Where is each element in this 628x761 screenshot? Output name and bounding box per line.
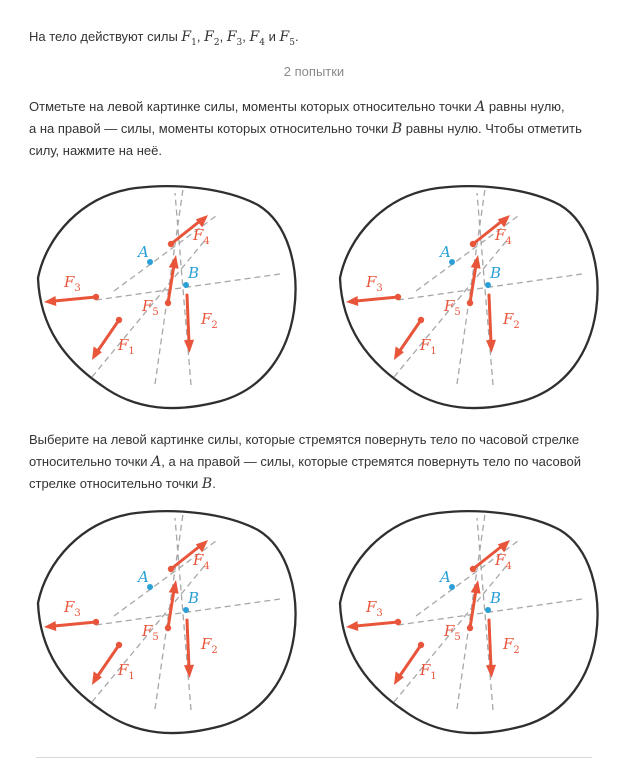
force-f1-label: $F_1$	[420, 661, 437, 682]
task1-instructions: Отметьте на левой картинке силы, моменты которых относительно точки A равны нулю, а на правой — силы, моменты которых относительно точки B равны нулю. Чтобы отметить силу, нажмите на неё.	[29, 99, 582, 158]
point-b-symbol: B	[391, 121, 403, 137]
intro-text: На тело действуют силы $F_1$, $F_2$, $F_3$, $F_4$ и $F_5$.	[29, 29, 299, 48]
force-symbol-f3: $F_3$	[226, 29, 243, 48]
force-f4-label: $F_4$	[495, 551, 512, 572]
intro-label: На тело действуют силы	[29, 29, 178, 44]
body-outline	[38, 186, 296, 408]
force-symbol-f5: $F_5$	[279, 29, 295, 48]
body-outline	[38, 511, 296, 733]
force-f3-label: $F_3$	[64, 273, 81, 294]
force-symbol-f1: $F_1$	[181, 29, 197, 48]
force-f1-origin	[116, 642, 122, 648]
task2-instructions: Выберите на левой картинке силы, которые стремятся повернуть тело по часовой стрелке относительно точки A, а на правой — силы, которые стремятся повернуть тело по часовой стрелке относительно точки B.	[29, 432, 582, 492]
force-f1-origin	[418, 642, 424, 648]
force-f5-origin	[467, 625, 473, 631]
force-f2-shaft	[489, 620, 491, 668]
point-b-label: B	[490, 264, 502, 282]
force-f1-label: $F_1$	[420, 336, 437, 357]
rigid-body-diagram	[328, 508, 598, 740]
point-b-label: B	[188, 264, 200, 282]
force-f3-origin	[93, 619, 99, 625]
force-f4-origin	[470, 241, 476, 247]
force-f2-shaft	[489, 295, 491, 343]
point-b-label: B	[490, 589, 502, 607]
force-f2-shaft	[187, 620, 189, 668]
point-b-marker	[485, 282, 491, 288]
force-f5-label: $F_5$	[142, 297, 159, 318]
point-a-label: A	[138, 243, 149, 261]
body-outline	[340, 186, 598, 408]
force-f1-origin	[418, 317, 424, 323]
force-f2-label: $F_2$	[201, 310, 218, 331]
force-f3-origin	[395, 294, 401, 300]
point-a-symbol: A	[475, 99, 486, 115]
point-b-symbol: B	[201, 476, 213, 492]
force-f3-label: $F_3$	[64, 598, 81, 619]
force-f2-shaft	[187, 295, 189, 343]
force-f3-origin	[395, 619, 401, 625]
figure-task2-right	[328, 508, 598, 740]
force-f2-label: $F_2$	[201, 635, 218, 656]
rigid-body-diagram	[26, 183, 296, 415]
point-b-marker	[485, 607, 491, 613]
force-f1-label: $F_1$	[118, 336, 135, 357]
force-f4-label: $F_4$	[193, 226, 210, 247]
force-f4-origin	[168, 566, 174, 572]
force-f5-origin	[165, 625, 171, 631]
figure-task1-right	[328, 183, 598, 415]
force-f5-origin	[467, 300, 473, 306]
body-outline	[340, 511, 598, 733]
rigid-body-diagram	[26, 508, 296, 740]
point-a-label: A	[440, 243, 451, 261]
force-f5-origin	[165, 300, 171, 306]
bottom-divider	[36, 757, 592, 758]
force-f5-label: $F_5$	[142, 622, 159, 643]
attempts-counter: 2 попытки	[283, 64, 345, 79]
force-f1-origin	[116, 317, 122, 323]
force-symbol-f2: $F_2$	[204, 29, 220, 48]
point-a-label: A	[138, 568, 149, 586]
point-a-label: A	[440, 568, 451, 586]
force-f4-label: $F_4$	[193, 551, 210, 572]
point-b-marker	[183, 607, 189, 613]
force-f2-label: $F_2$	[503, 635, 520, 656]
rigid-body-diagram	[328, 183, 598, 415]
force-f4-label: $F_4$	[495, 226, 512, 247]
point-a-symbol: A	[151, 454, 162, 470]
force-f5-label: $F_5$	[444, 297, 461, 318]
force-f3-label: $F_3$	[366, 273, 383, 294]
figure-task2-left	[26, 508, 296, 740]
force-symbol-f4: $F_4$	[249, 29, 265, 48]
force-f1-label: $F_1$	[118, 661, 135, 682]
force-f4-origin	[470, 566, 476, 572]
point-b-marker	[183, 282, 189, 288]
figure-task1-left	[26, 183, 296, 415]
force-f3-label: $F_3$	[366, 598, 383, 619]
point-b-label: B	[188, 589, 200, 607]
force-f4-origin	[168, 241, 174, 247]
force-f5-label: $F_5$	[444, 622, 461, 643]
force-f2-label: $F_2$	[503, 310, 520, 331]
force-f3-origin	[93, 294, 99, 300]
